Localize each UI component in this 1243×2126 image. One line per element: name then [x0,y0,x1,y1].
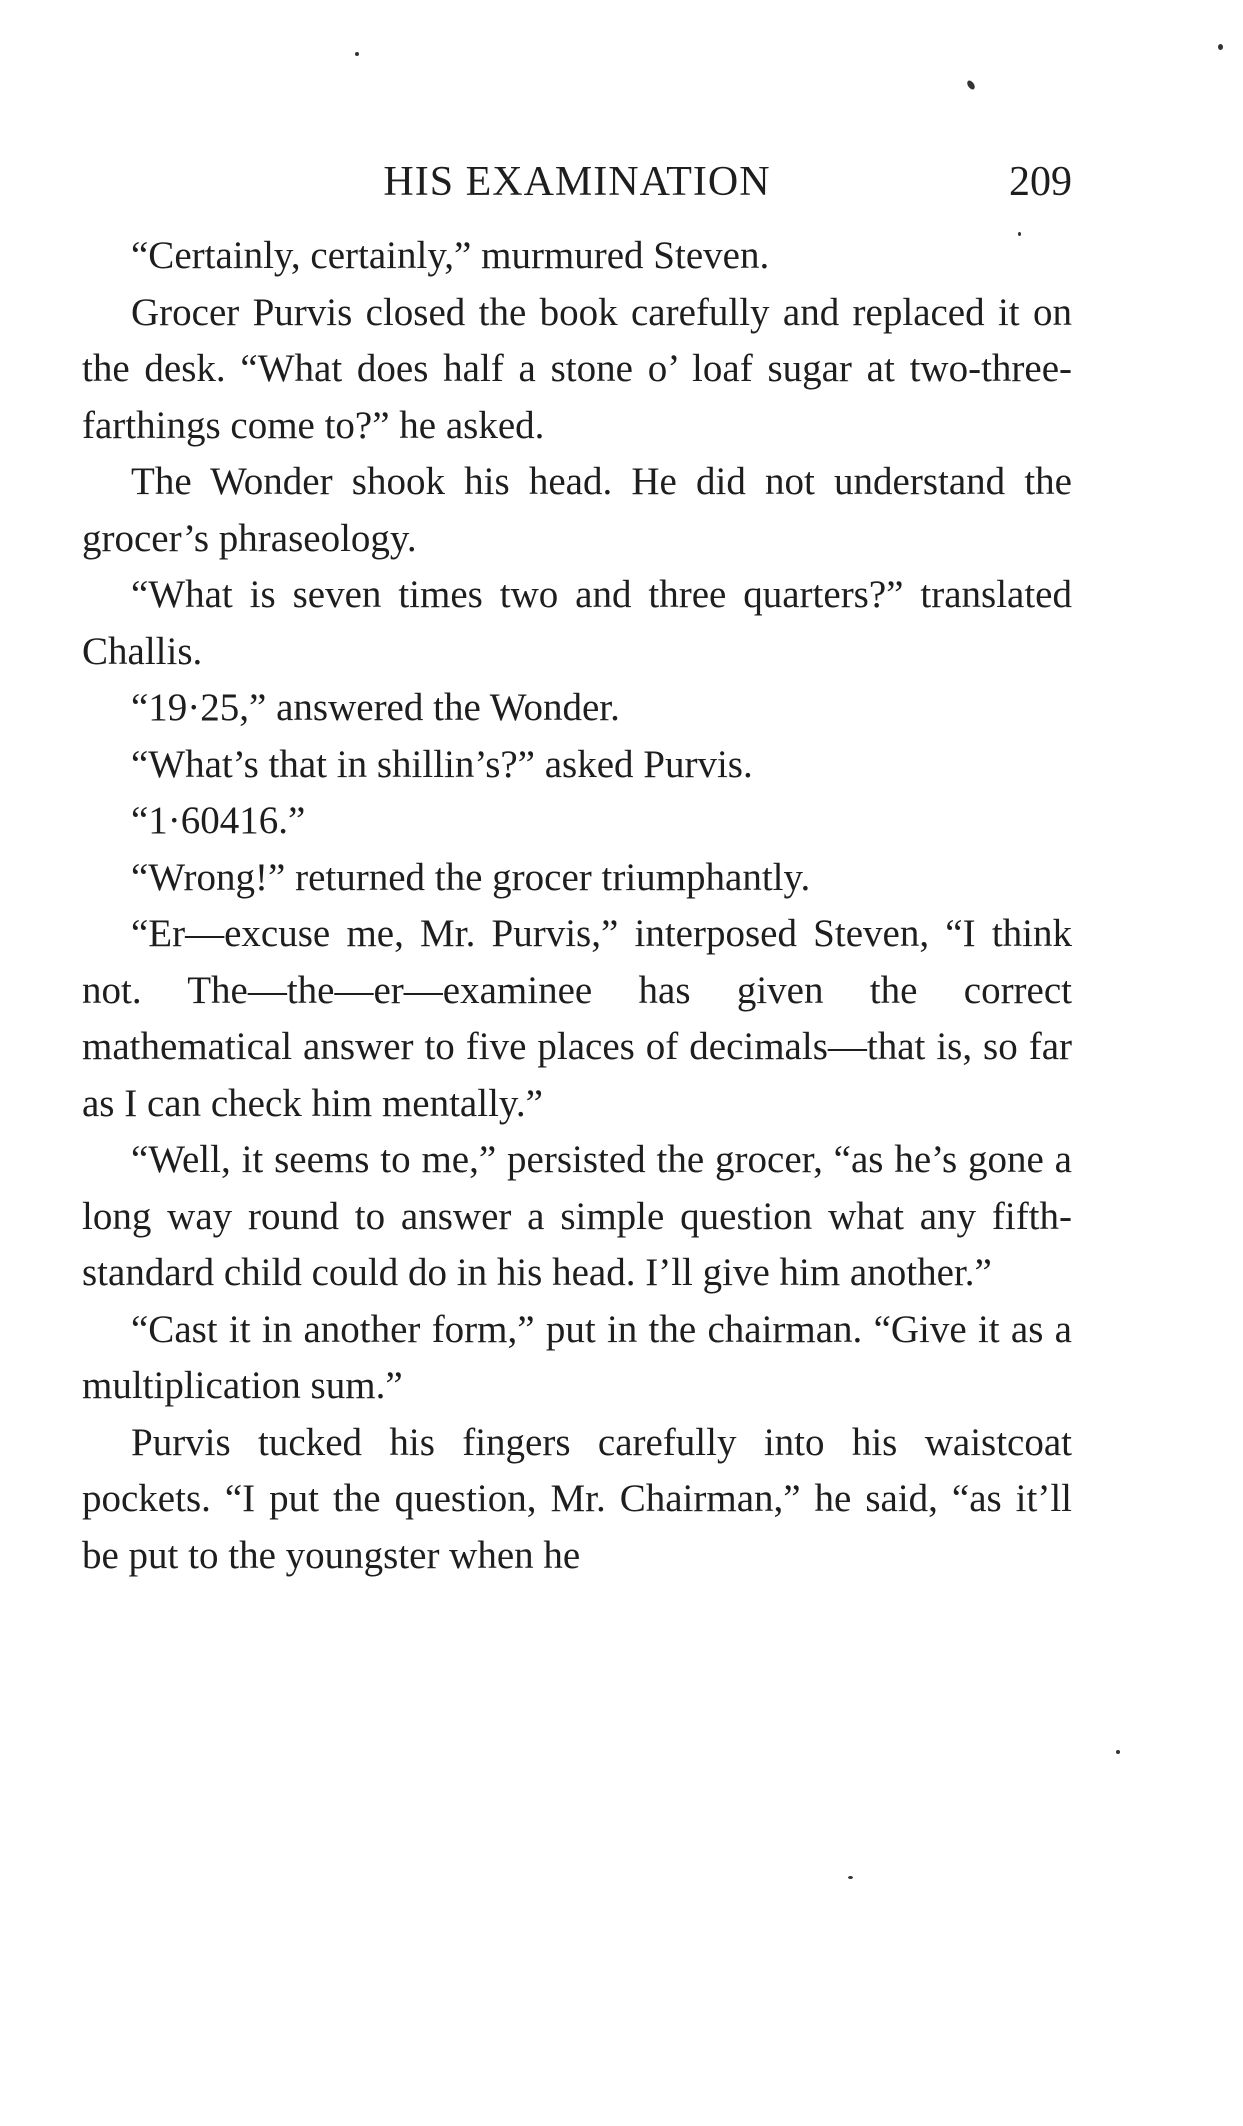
scan-speck [1116,1750,1120,1754]
page-number: 209 [1009,159,1072,205]
scan-speck [1218,44,1223,50]
paragraph: “Certainly, certainly,” murmured Steven. [131,234,770,277]
paragraph: “Er—excuse me, Mr. Purvis,” interposed Steven, “I think not. The—the—er—examinee has given the correct mathematical answer to five places of decimals—that is, so far as I can check him mentally.” [82,912,1072,1125]
scan-speck [966,79,977,91]
paragraph: “Cast it in another form,” put in the chairman. “Give it as a multiplication sum.” [82,1307,1072,1407]
paragraph: Purvis tucked his fingers carefully into his waistcoat pockets. “I put the question, Mr. Chairman,” he said, “as it’ll be put to the youngster when he [82,1420,1072,1577]
scan-speck [355,52,359,56]
scan-speck [1018,232,1021,236]
scan-speck [848,1876,853,1879]
paragraph: The Wonder shook his head. He did not understand the grocer’s phraseology. [82,460,1072,560]
body-text [82,228,1072,1584]
paragraph: Grocer Purvis closed the book carefully and replaced it on the desk. “What does half a stone o’ loaf sugar at two-three-farthings come to?” he asked. [82,290,1072,447]
paragraph: “1·60416.” [131,799,306,842]
paragraph: “What is seven times two and three quarters?” translated Challis. [82,573,1072,673]
running-head: HIS EXAMINATION [383,159,771,205]
paragraph: “Well, it seems to me,” persisted the grocer, “as he’s gone a long way round to answer a simple question what any fifth-standard child could do in his head. I’ll give him another.” [82,1138,1072,1294]
book-page [82,148,1072,1584]
paragraph: “What’s that in shillin’s?” asked Purvis. [131,742,753,786]
page-header [82,148,1072,228]
paragraph: “Wrong!” returned the grocer triumphantly. [131,855,811,899]
paragraph: “19·25,” answered the Wonder. [131,686,620,729]
